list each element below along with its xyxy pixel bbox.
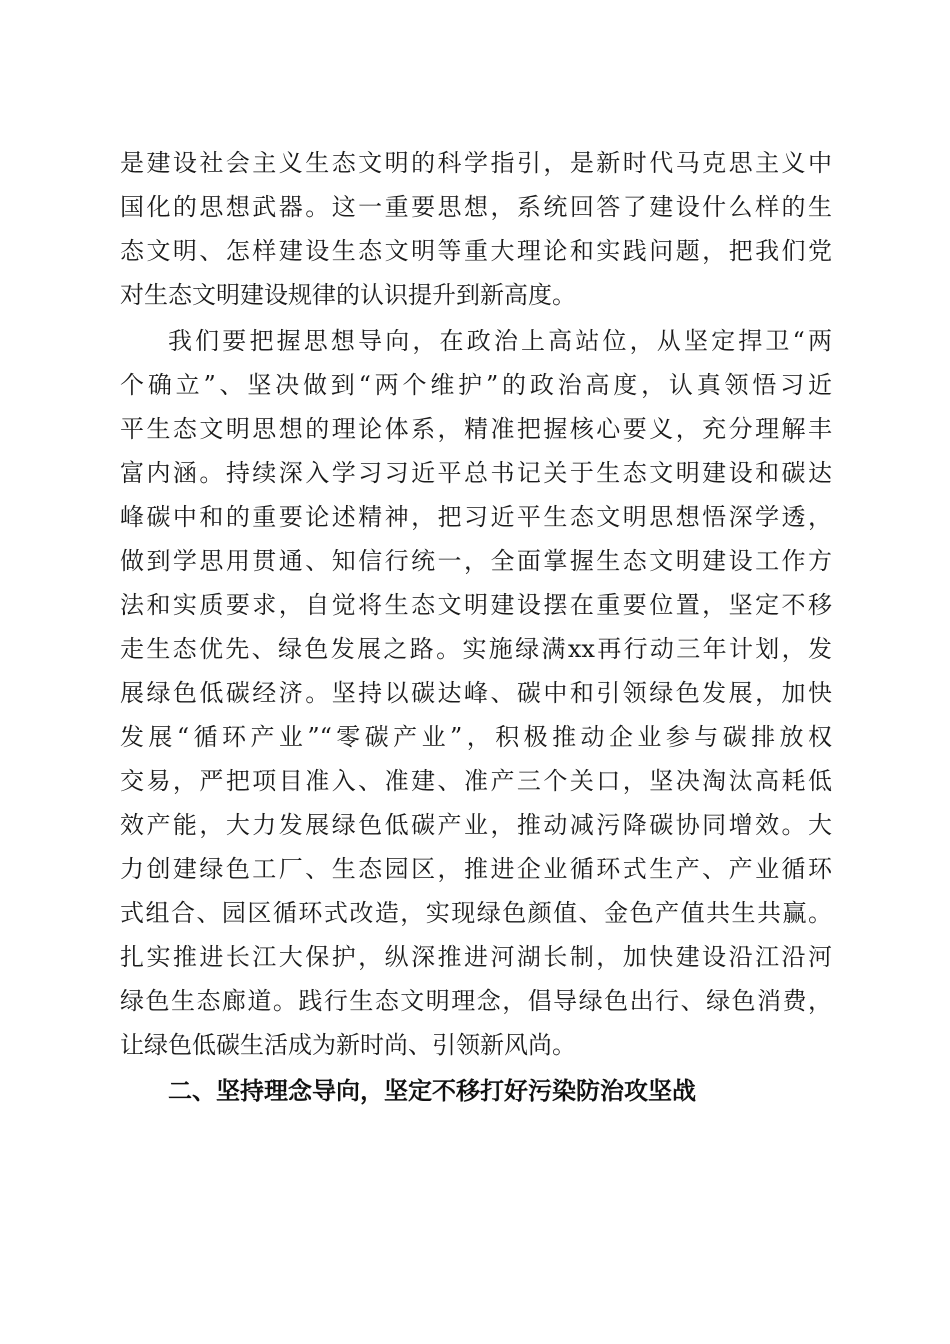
paragraph-2-line-11: 交易，严把项目准入、准建、准产三个关口，坚决淘汰高耗低 [120,767,832,795]
paragraph-2-line-10: 发展“循环产业”“零碳产业”，积极推动企业参与碳排放权 [120,723,832,751]
section-heading: 二、坚持理念导向，坚定不移打好污染防治攻坚战 [168,1077,696,1105]
paragraph-2-line-14: 式组合、园区循环式改造，实现绿色颜值、金色产值共生共赢。 [120,899,832,927]
paragraph-1-line-2: 国化的思想武器。这一重要思想，系统回答了建设什么样的生 [120,193,832,221]
paragraph-2-line-3: 平生态文明思想的理论体系，精准把握核心要义，充分理解丰 [120,415,832,443]
paragraph-2-line-9: 展绿色低碳经济。坚持以碳达峰、碳中和引领绿色发展，加快 [120,679,832,707]
paragraph-2-line-16: 绿色生态廊道。践行生态文明理念，倡导绿色出行、绿色消费， [120,987,832,1015]
paragraph-2-line-5: 峰碳中和的重要论述精神，把习近平生态文明思想悟深学透， [120,503,832,531]
paragraph-1-line-4: 对生态文明建设规律的认识提升到新高度。 [120,281,576,309]
paragraph-1-line-1: 是建设社会主义生态文明的科学指引，是新时代马克思主义中 [120,149,832,177]
paragraph-2-line-7: 法和实质要求，自觉将生态文明建设摆在重要位置，坚定不移 [120,591,832,619]
paragraph-2-line-13: 力创建绿色工厂、生态园区，推进企业循环式生产、产业循环 [120,855,832,883]
paragraph-2-line-4: 富内涵。持续深入学习习近平总书记关于生态文明建设和碳达 [120,459,832,487]
paragraph-2-line-17: 让绿色低碳生活成为新时尚、引领新风尚。 [120,1031,576,1059]
paragraph-2-line-12: 效产能，大力发展绿色低碳产业，推动减污降碳协同增效。大 [120,811,832,839]
paragraph-2-line-2: 个确立”、坚决做到“两个维护”的政治高度，认真领悟习近 [120,371,832,399]
paragraph-1-line-3: 态文明、怎样建设生态文明等重大理论和实践问题，把我们党 [120,237,832,265]
paragraph-2-line-15: 扎实推进长江大保护，纵深推进河湖长制，加快建设沿江沿河 [120,943,832,971]
paragraph-2-line-1: 我们要把握思想导向，在政治上高站位，从坚定捍卫“两 [168,327,832,355]
paragraph-2-line-8: 走生态优先、绿色发展之路。实施绿满xx再行动三年计划，发 [120,635,832,663]
paragraph-2-line-6: 做到学思用贯通、知信行统一，全面掌握生态文明建设工作方 [120,547,832,575]
